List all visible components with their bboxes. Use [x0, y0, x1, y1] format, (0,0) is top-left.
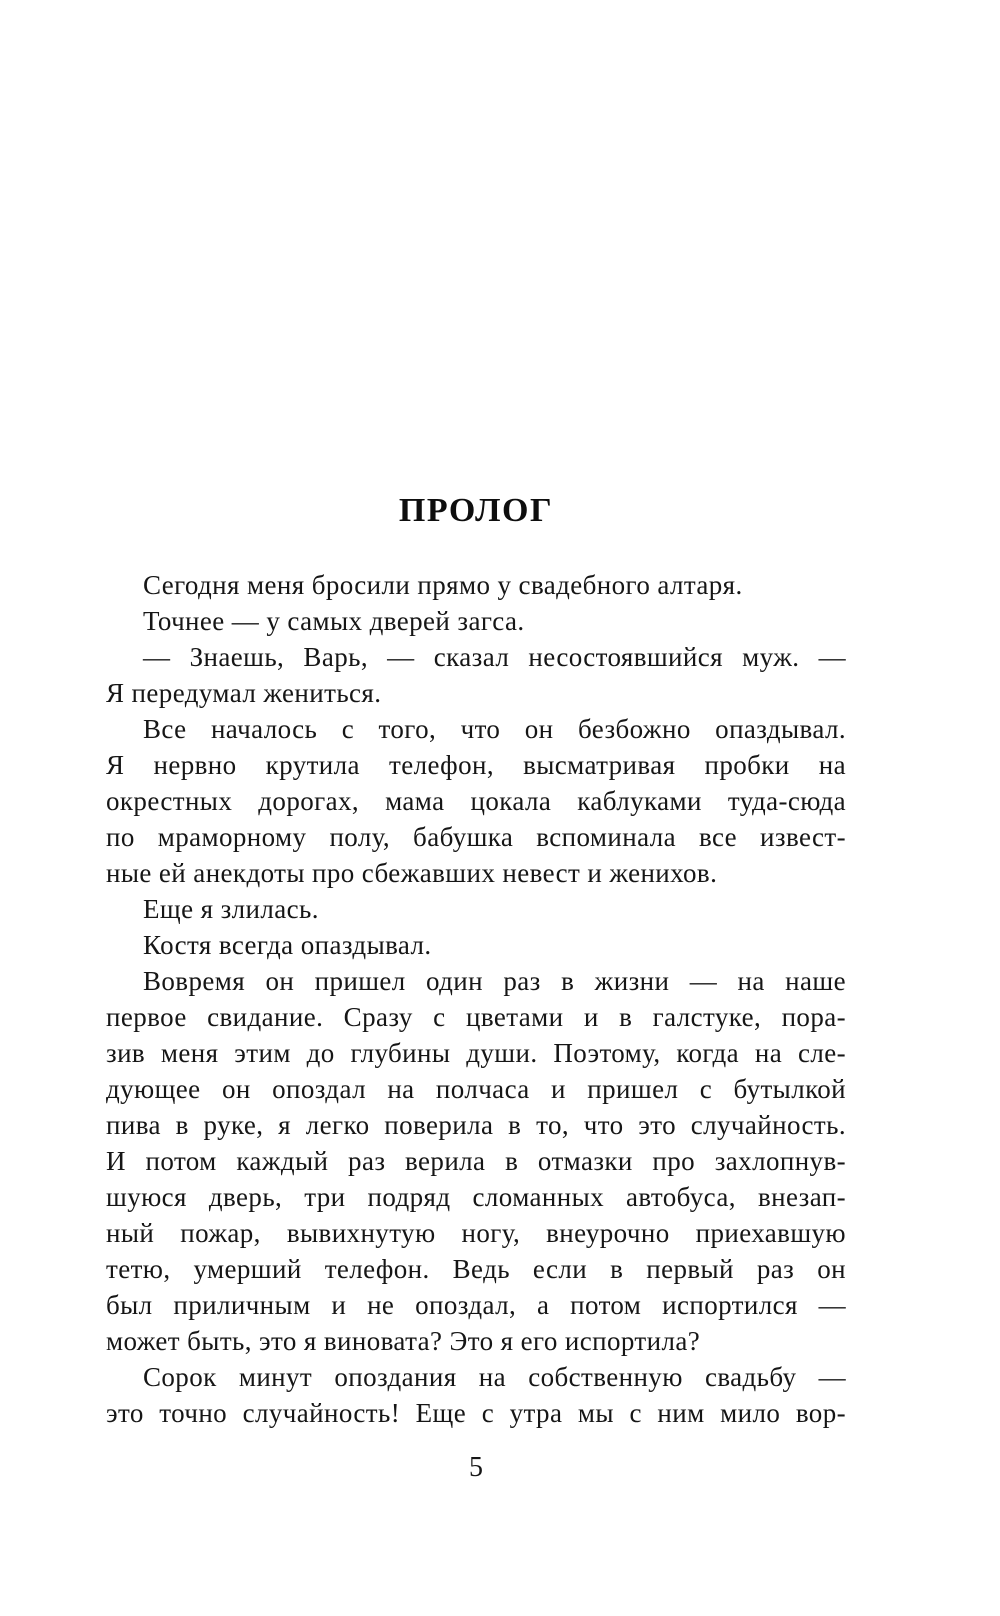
text-line: по мраморному полу, бабушка вспоминала все извест- [106, 822, 846, 852]
paragraph [106, 1359, 846, 1431]
paragraph [106, 567, 846, 603]
text-line: это точно случайность! Еще с утра мы с ним мило вор- [106, 1398, 846, 1428]
text-line: Вовремя он пришел один раз в жизни — на наше [143, 966, 846, 996]
chapter-title: ПРОЛОГ [398, 492, 554, 529]
text-line: зив меня этим до глубины души. Поэтому, когда на сле- [106, 1038, 846, 1068]
text-line: был приличным и не опоздал, а потом испортился — [106, 1290, 846, 1320]
page-number: 5 [469, 1452, 483, 1483]
text-line: пива в руке, я легко поверила в то, что это случайность. [106, 1110, 846, 1140]
text-line: дующее он опоздал на полчаса и пришел с бутылкой [106, 1074, 846, 1104]
paragraph [106, 891, 846, 927]
text-line: Сорок минут опоздания на собственную свадьбу — [143, 1362, 846, 1392]
text-line: Костя всегда опаздывал. [143, 930, 432, 960]
text-line: Еще я злилась. [143, 894, 319, 924]
paragraph [106, 603, 846, 639]
text-line: тетю, умерший телефон. Ведь если в первый раз он [106, 1254, 846, 1284]
text-line: И потом каждый раз верила в отмазки про захлопнув- [106, 1146, 846, 1176]
text-line: шуюся дверь, три подряд сломанных автобуса, внезап- [106, 1182, 846, 1212]
text-line: Я передумал жениться. [106, 678, 382, 708]
text-line: Все началось с того, что он безбожно опаздывал. [143, 714, 846, 744]
text-line: окрестных дорогах, мама цокала каблуками туда-сюда [106, 786, 846, 816]
text-line: ный пожар, вывихнутую ногу, внеурочно приехавшую [106, 1218, 846, 1248]
text-line: первое свидание. Сразу с цветами и в галстуке, пора- [106, 1002, 846, 1032]
text-line: может быть, это я виновата? Это я его испортила? [106, 1326, 701, 1356]
paragraph [106, 963, 846, 1359]
text-line: ные ей анекдоты про сбежавших невест и женихов. [106, 858, 718, 888]
text-line: — Знаешь, Варь, — сказал несостоявшийся муж. — [143, 642, 846, 672]
paragraph [106, 639, 846, 711]
paragraph [106, 927, 846, 963]
text-line: Я нервно крутила телефон, высматривая пробки на [106, 750, 846, 780]
text-column [106, 567, 846, 1431]
text-line: Сегодня меня бросили прямо у свадебного алтаря. [143, 570, 743, 600]
text-line: Точнее — у самых дверей загса. [143, 606, 525, 636]
paragraph [106, 711, 846, 891]
